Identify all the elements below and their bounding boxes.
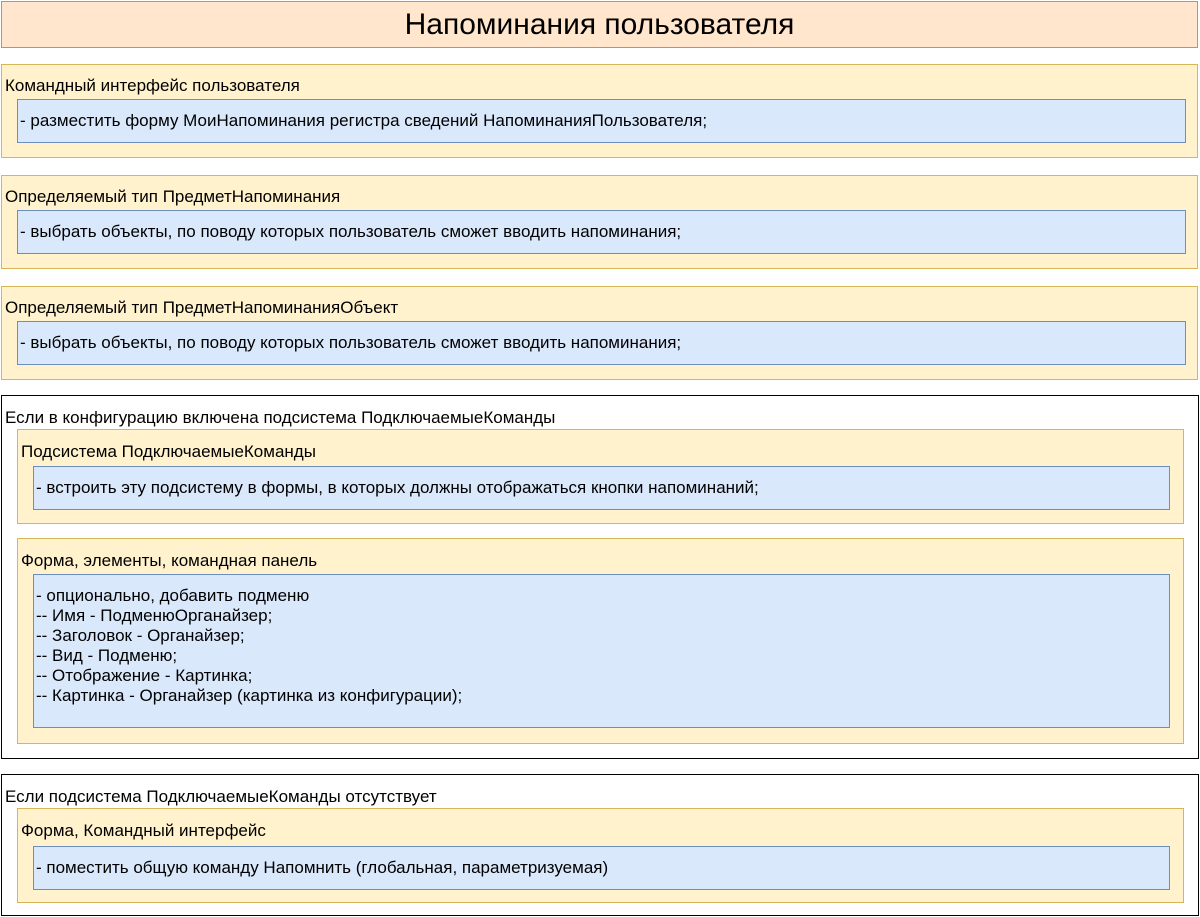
section-command-interface (1, 64, 1198, 158)
subsection-note (33, 574, 1170, 728)
subsection-note (33, 466, 1170, 510)
subsection-label: Форма, элементы, командная панель (21, 551, 318, 570)
note-line: -- Отображение - Картинка; (36, 666, 253, 685)
section-note (17, 210, 1186, 254)
subsection-label: Подсистема ПодключаемыеКоманды (21, 442, 316, 461)
section-label: Определяемый тип ПредметНапоминанияОбъект (5, 298, 399, 317)
section-note (17, 321, 1186, 365)
subsection-note (33, 846, 1170, 890)
note-line: -- Заголовок - Органайзер; (36, 626, 245, 645)
group-attachable-commands-absent (1, 774, 1199, 916)
section-label: Определяемый тип ПредметНапоминания (5, 187, 341, 206)
note-line: -- Вид - Подменю; (36, 646, 178, 665)
diagram-title (1, 1, 1198, 48)
note-line: -- Картинка - Органайзер (картинка из конфигурации); (36, 686, 463, 705)
section-defined-type-subject-object (1, 286, 1198, 380)
note-text: - выбрать объекты, по поводу которых пользователь сможет вводить напоминания; (20, 222, 682, 241)
diagram-title-text: Напоминания пользователя (404, 7, 795, 41)
section-note (17, 99, 1186, 143)
section-label: Командный интерфейс пользователя (5, 76, 300, 95)
note-line: - опционально, добавить подменю (36, 586, 310, 605)
subsection-label: Форма, Командный интерфейс (21, 821, 266, 840)
subsection-form-elements (17, 538, 1184, 744)
note-text: - поместить общую команду Напомнить (глобальная, параметризуемая) (36, 858, 609, 877)
note-text: - выбрать объекты, по поводу которых пользователь сможет вводить напоминания; (20, 333, 682, 352)
group-label: Если в конфигурацию включена подсистема ПодключаемыеКоманды (5, 408, 556, 427)
section-defined-type-subject (1, 175, 1198, 269)
group-attachable-commands-enabled (1, 395, 1199, 759)
subsection-form-command-interface (17, 808, 1184, 903)
note-text: - встроить эту подсистему в формы, в которых должны отображаться кнопки напоминаний; (36, 478, 759, 497)
note-line: -- Имя - ПодменюОрганайзер; (36, 606, 273, 625)
subsection-attachable-commands (17, 429, 1184, 524)
group-label: Если подсистема ПодключаемыеКоманды отсутствует (5, 787, 437, 806)
note-text: - разместить форму МоиНапоминания регистра сведений НапоминанияПользователя; (20, 111, 708, 130)
